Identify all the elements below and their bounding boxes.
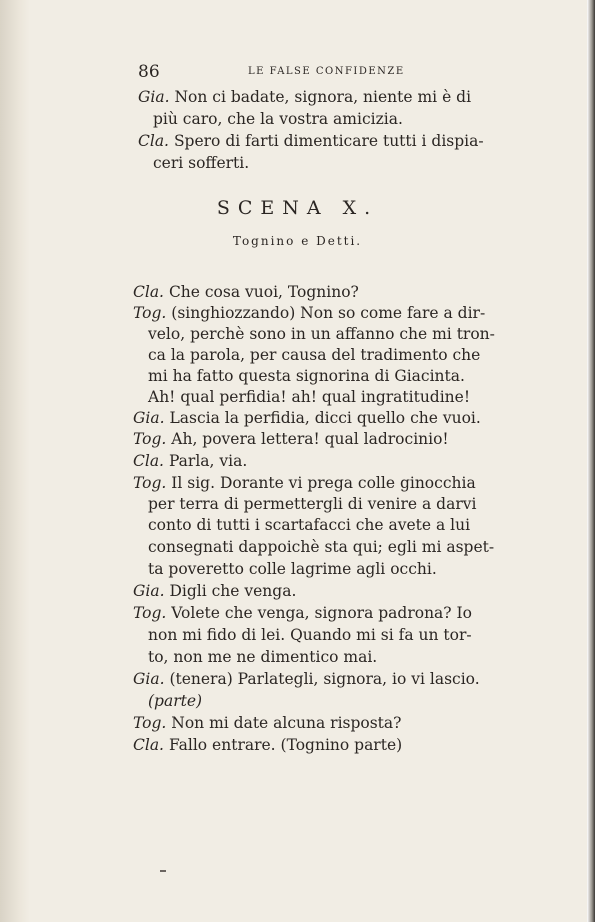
running-head: LE FALSE CONFIDENZE xyxy=(248,66,405,77)
text-line xyxy=(148,650,377,666)
line-text: Il sig. Dorante vi prega colle ginocchia xyxy=(171,474,476,492)
speaker-label: Gia. xyxy=(133,409,165,427)
speaker-label: Gia. xyxy=(133,582,165,600)
text-line xyxy=(133,306,485,322)
line-text: velo, perchè sono in un affanno che mi tron- xyxy=(148,325,495,343)
scene-characters: Tognino e Detti. xyxy=(232,234,363,248)
speaker-label: Gia. xyxy=(138,88,170,106)
line-text: consegnati dappoichè sta qui; egli mi aspet- xyxy=(148,538,495,556)
text-line xyxy=(133,584,296,600)
speaker-label: Tog. xyxy=(133,474,167,492)
line-text: Lascia la perfidia, dicci quello che vuoi. xyxy=(169,409,481,427)
page-number: 86 xyxy=(138,62,160,82)
line-text: Fallo entrare. (Tognino parte) xyxy=(168,736,403,754)
text-line xyxy=(153,112,403,128)
text-line xyxy=(133,476,476,492)
ink-speck xyxy=(160,870,166,872)
speaker-label: Tog. xyxy=(133,430,167,448)
text-line xyxy=(133,432,449,448)
stage-direction: (parte) xyxy=(148,692,203,710)
scene-title: SCENA X. xyxy=(216,197,379,219)
speaker-label: Cla. xyxy=(133,736,164,754)
text-line xyxy=(153,156,249,172)
text-line xyxy=(133,285,359,301)
page-edge-shadow xyxy=(587,0,595,922)
text-line xyxy=(148,348,480,364)
text-line xyxy=(148,694,202,710)
text-line xyxy=(148,518,470,534)
text-line xyxy=(133,411,481,427)
line-text: non mi fido di lei. Quando mi si fa un tor- xyxy=(148,626,472,644)
text-line xyxy=(148,327,495,343)
line-text: Volete che venga, signora padrona? Io xyxy=(171,604,472,622)
line-text: conto di tutti i scartafacci che avete a lui xyxy=(148,516,471,534)
text-line xyxy=(148,369,465,385)
line-text: Che cosa vuoi, Tognino? xyxy=(168,283,359,301)
speaker-label: Tog. xyxy=(133,714,167,732)
speaker-label: Tog. xyxy=(133,304,167,322)
text-line xyxy=(133,738,402,754)
text-line xyxy=(133,672,480,688)
line-text: Non mi date alcuna risposta? xyxy=(171,714,402,732)
line-text: Ah, povera lettera! qual ladrocinio! xyxy=(171,430,449,448)
text-line xyxy=(148,540,494,556)
line-text: Non ci badate, signora, niente mi è di xyxy=(174,88,472,106)
line-text: ta poveretto colle lagrime agli occhi. xyxy=(148,560,437,578)
line-text: Digli che venga. xyxy=(169,582,297,600)
text-line xyxy=(148,390,470,406)
line-text: (tenera) Parlategli, signora, io vi lascio. xyxy=(169,670,480,688)
page-gutter-shadow xyxy=(0,0,30,922)
speaker-label: Tog. xyxy=(133,604,167,622)
line-text: ceri sofferti. xyxy=(153,154,250,172)
text-line xyxy=(148,628,472,644)
line-text: Parla, via. xyxy=(168,452,248,470)
line-text: to, non me ne dimentico mai. xyxy=(148,648,378,666)
speaker-label: Cla. xyxy=(138,132,169,150)
text-line xyxy=(138,134,484,150)
text-line xyxy=(133,454,247,470)
text-line xyxy=(148,562,437,578)
speaker-label: Gia. xyxy=(133,670,165,688)
line-text: ca la parola, per causa del tradimento che xyxy=(148,346,481,364)
text-line xyxy=(133,716,401,732)
speaker-label: Cla. xyxy=(133,452,164,470)
speaker-label: Cla. xyxy=(133,283,164,301)
line-text: mi ha fatto questa signorina di Giacinta. xyxy=(148,367,465,385)
line-text: Spero di farti dimenticare tutti i dispia- xyxy=(173,132,484,150)
page-header xyxy=(138,62,528,82)
line-text: (singhiozzando) Non so come fare a dir- xyxy=(171,304,486,322)
line-text: Ah! qual perfidia! ah! qual ingratitudine! xyxy=(148,388,471,406)
line-text: per terra di permettergli di venire a darvi xyxy=(148,495,477,513)
text-line xyxy=(148,497,476,513)
text-line xyxy=(133,606,472,622)
text-line xyxy=(138,90,471,106)
line-text: più caro, che la vostra amicizia. xyxy=(153,110,403,128)
